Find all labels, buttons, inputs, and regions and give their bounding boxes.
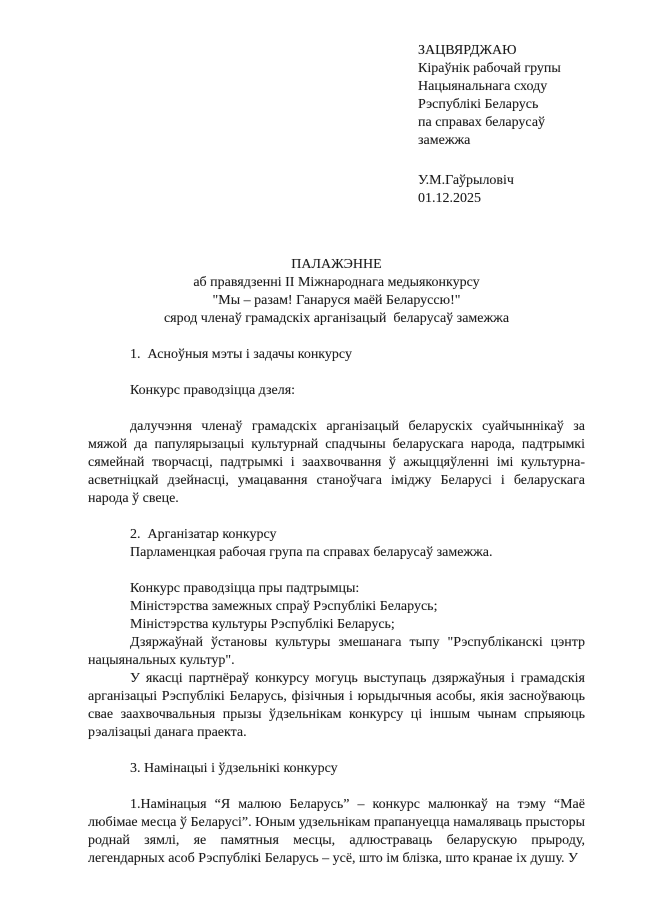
document-title: ПАЛАЖЭННЕ [291,257,382,272]
approval-signature [418,172,585,208]
signature-name: У.М.Гаўрыловіч [418,173,514,188]
supporter-item: Міністэрства культуры Рэспублікі Беларусь; [130,617,395,632]
paragraph: далучэння членаў грамадскіх арганізацый беларускіх суайчыннікаў за мяжой да папулярызацыі культурнай спадчыны беларускага народа, падтрымкі сямейнай творчасці, падтрымкі і заахвочвання ў ажыццяўленні імі культурна-асветніцкай дзейнасці, умацавання станоўчага іміджу Беларусі і беларускага народа ў свеце. [88,419,585,506]
approval-line: Нацыянальнага сходу [418,79,548,94]
section-organizer [88,526,585,742]
section-heading: 3. Намінацыі і ўдзельнікі конкурсу [130,761,338,776]
document-subtitle: "Мы – разам! Ганаруся маёй Беларуссю!" [212,293,461,308]
document-subtitle: сярод членаў грамадскіх арганізацый беларусаў замежжа [163,311,510,326]
section-heading: 1. Асноўныя мэты і задачы конкурсу [130,347,352,362]
paragraph: Конкурс праводзіцца пры падтрымцы: [130,581,360,596]
supporter-item: Дзяржаўнай ўстановы культуры змешанага тыпу "Рэспубліканскі цэнтр нацыянальных культур". [88,635,585,668]
section-heading: 2. Арганізатар конкурсу [130,527,277,542]
approval-block [418,42,585,150]
section-goals [88,346,585,508]
supporter-item: Міністэрства замежных спраў Рэспублікі Беларусь; [130,599,438,614]
section-nominations [88,760,585,868]
approval-line: ЗАЦВЯРДЖАЮ [418,43,517,58]
paragraph: Парламенцкая рабочая група па справах беларусаў замежжа. [130,545,493,560]
document-subtitle: аб правядзенні II Міжнароднага медыяконкурсу [193,275,480,290]
spacer [88,778,585,796]
paragraph: 1.Намінацыя “Я малюю Беларусь” – конкурс малюнкаў на тэму “Маё любімае месца ў Беларусі”. Юным удзельнікам прапануецца намаляваць прысторы роднай зямлі, яе памятныя месцы, адлюстраваць беларускую прыроду, легендарных асоб Рэспублікі Беларусь – усё, што ім блізка, што кранае іх душу. У [88,797,585,866]
paragraph: У якасці партнёраў конкурсу могуць выступаць дзяржаўныя і грамадскія арганізацыі Рэспублікі Беларусь, фізічныя і юрыдычныя асобы, якія засноўваюць свае заахвочвальныя прызы ўдзельнікам конкурсу ці іншым чынам спрыяюць рэалізацыі данага праекта. [88,671,585,740]
spacer [88,364,585,382]
paragraph: Конкурс праводзіцца дзеля: [130,383,296,398]
approval-line: Рэспублікі Беларусь [418,97,539,112]
spacer [88,400,585,418]
approval-line: Кіраўнік рабочай групы [418,61,561,76]
signature-date: 01.12.2025 [418,191,481,206]
approval-line: па справах беларусаў замежжа [418,115,546,148]
spacer [88,562,585,580]
document-title-block [88,256,585,328]
